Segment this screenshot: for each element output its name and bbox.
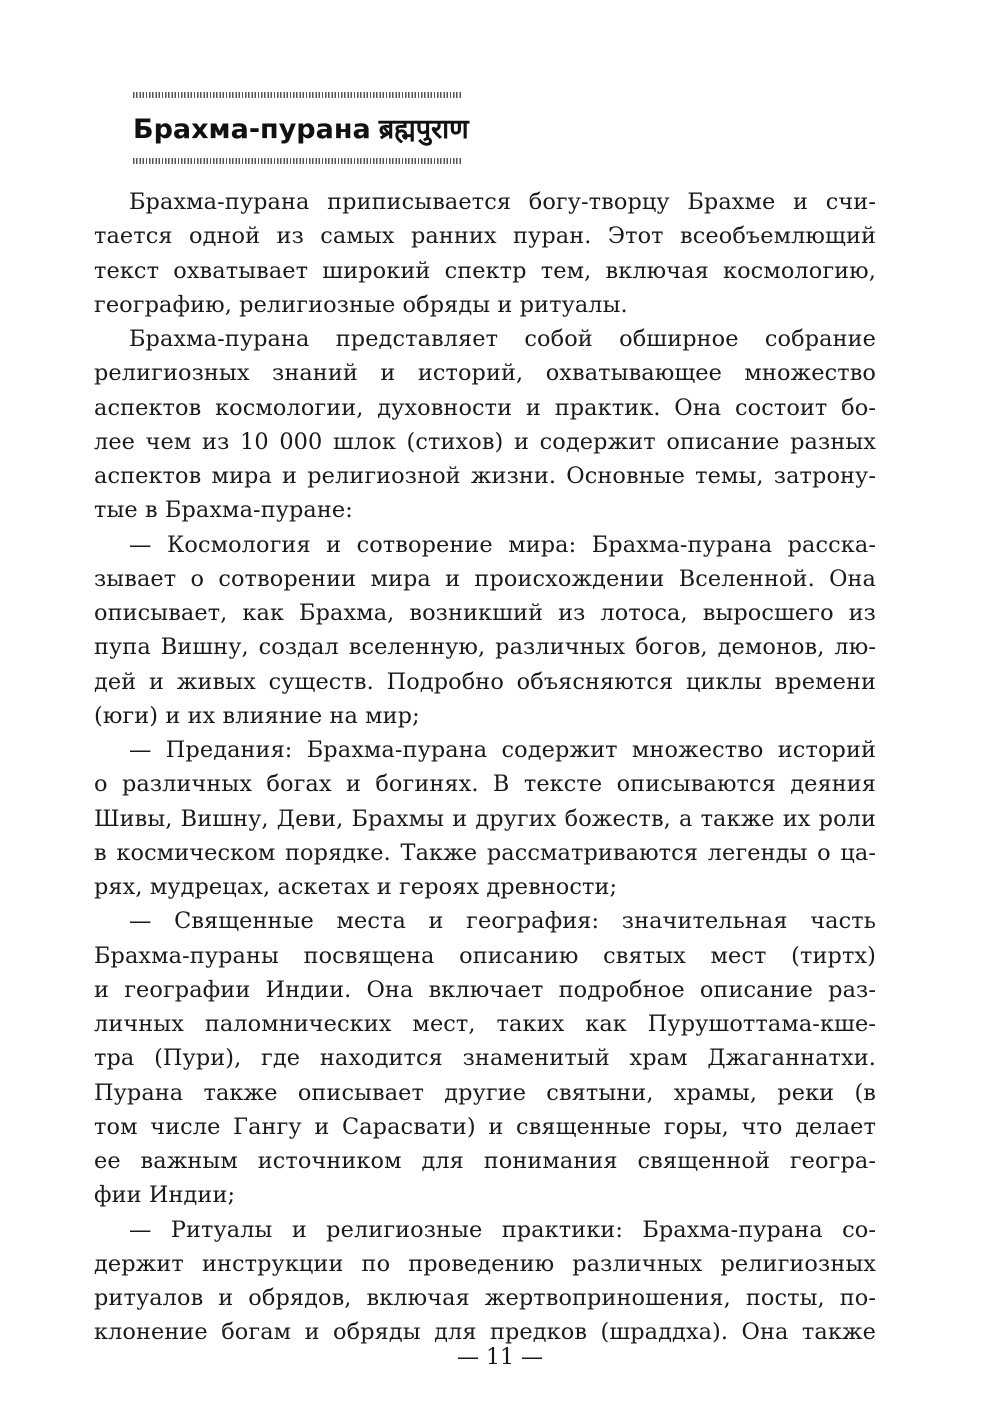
text-line: — Космология и сотворение мира: Брахма-пурана расска- (129, 531, 876, 558)
text-line: и географии Индии. Она включает подробное описание раз- (94, 976, 876, 1003)
text-line: том числе Гангу и Сарасвати) и священные горы, что делает (94, 1113, 876, 1140)
header-rule-top (133, 92, 461, 98)
text-line: клонение богам и обряды для предков (шраддха). Она также (94, 1319, 876, 1346)
text-line: Брахма-пурана приписывается богу-творцу Брахме и счи- (129, 189, 876, 215)
text-line: фии Индии; (94, 1182, 236, 1209)
text-line: аспектов мира и религиозной жизни. Основные темы, затрону- (94, 463, 876, 489)
text-line: — Предания: Брахма-пурана содержит множество историй (129, 737, 876, 763)
header-rule-bottom (133, 158, 461, 164)
text-line: тые в Брахма-пуране: (94, 497, 353, 524)
text-line: зывает о сотворении мира и происхождении Вселенной. Она (94, 565, 876, 592)
chapter-title-text: Брахма-пурана (133, 114, 371, 145)
text-line: аспектов космологии, духовности и практик. Она состоит бо- (94, 394, 876, 421)
text-line: тается одной из самых ранних пуран. Этот всеобъемлющий (94, 223, 876, 250)
paragraph (94, 185, 876, 322)
text-line: личных паломнических мест, таких как Пурушоттама-кше- (94, 1011, 876, 1037)
text-line: тра (Пури), где находится знаменитый храм Джаганнатхи. (94, 1045, 876, 1072)
text-line: (юги) и их влияние на мир; (94, 702, 420, 729)
paragraph (94, 733, 876, 904)
text-line: Брахма-пурана представляет собой обширное собрание (129, 326, 876, 352)
chapter-title (133, 110, 553, 150)
text-line: Брахма-пураны посвящена описанию святых мест (тиртх) (94, 942, 876, 969)
paragraph (94, 322, 876, 528)
text-line: рях, мудрецах, аскетах и героях древности; (94, 874, 618, 900)
paragraph (94, 904, 876, 1212)
text-line: Шивы, Вишну, Деви, Брахмы и других божеств, а также их роли (94, 805, 876, 832)
text-line: в космическом порядке. Также рассматриваются легенды о ца- (94, 839, 876, 866)
text-line: лее чем из 10 000 шлок (стихов) и содержит описание разных (94, 428, 876, 455)
paragraph (94, 528, 876, 734)
text-line: описывает, как Брахма, возникший из лотоса, выросшего из (94, 600, 876, 626)
text-line: религиозных знаний и историй, охватывающее множество (94, 360, 876, 387)
text-line: текст охватывает широкий спектр тем, включая космологию, (94, 257, 876, 284)
body-text (94, 185, 876, 1350)
text-line: — Священные места и география: значительная часть (129, 908, 876, 935)
text-line: держит инструкции по проведению различных религиозных (94, 1250, 876, 1277)
paragraph (94, 1213, 876, 1350)
text-line: о различных богах и богинях. В тексте описываются деяния (94, 771, 876, 798)
text-line: дей и живых существ. Подробно объясняются циклы времени (94, 668, 876, 695)
text-line: ее важным источником для понимания священной геогра- (94, 1148, 876, 1174)
chapter-title-devanagari: ब्रह्मपुराण (378, 114, 469, 145)
text-line: географию, религиозные обряды и ритуалы. (94, 291, 628, 318)
text-line: Пурана также описывает другие святыни, храмы, реки (в (94, 1079, 876, 1106)
text-line: — Ритуалы и религиозные практики: Брахма-пурана со- (129, 1216, 876, 1243)
text-line: пупа Вишну, создал вселенную, различных богов, демонов, лю- (94, 634, 876, 661)
text-line: ритуалов и обрядов, включая жертвоприношения, посты, по- (94, 1285, 876, 1311)
page-number: — 11 — (457, 1345, 543, 1370)
